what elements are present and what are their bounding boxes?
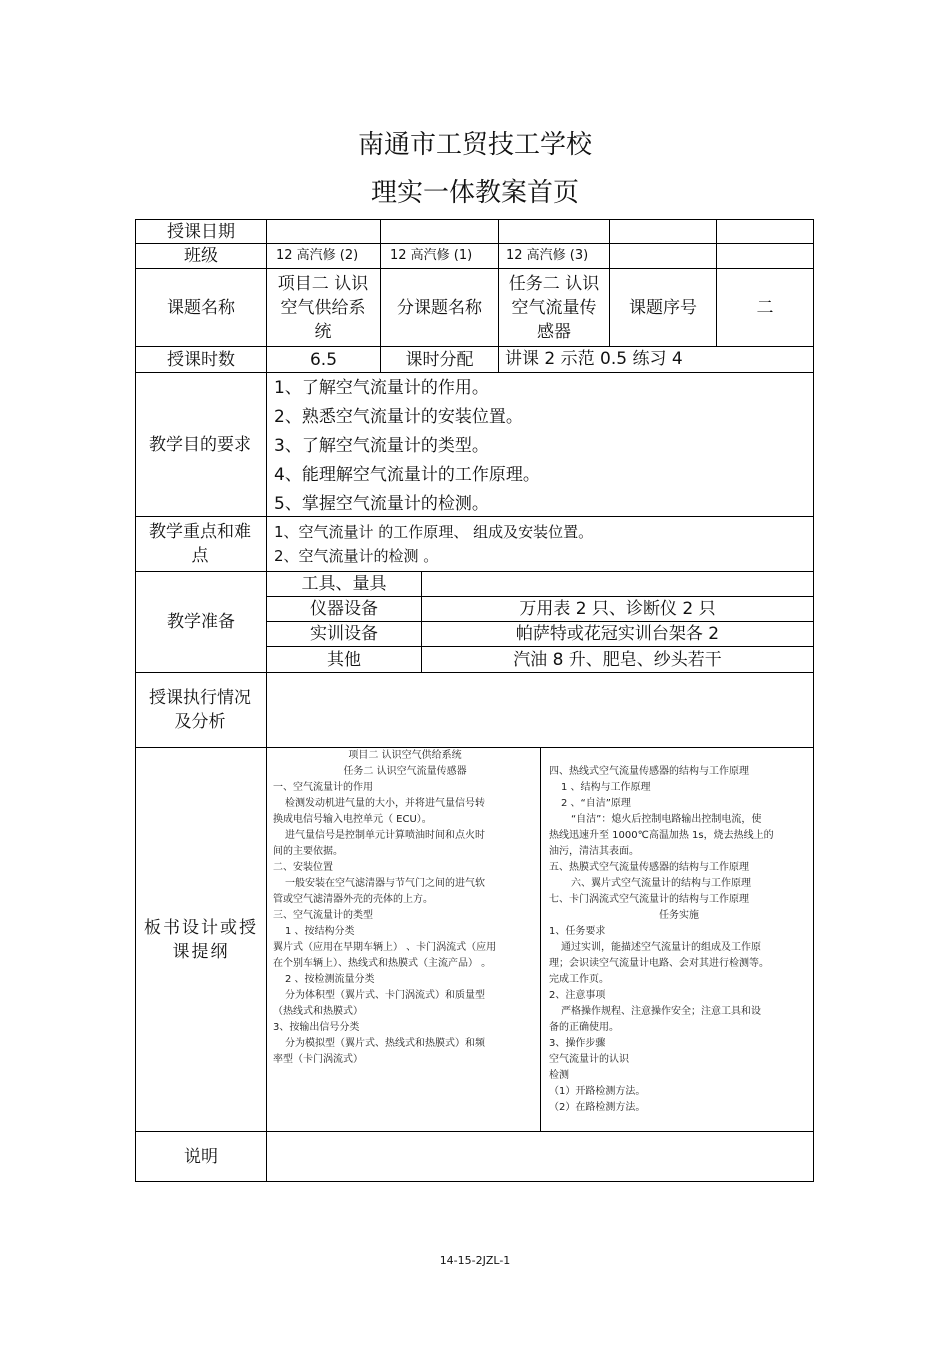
board-line: 任务二 认识空气流量传感器: [343, 766, 467, 777]
goals-label: 教学目的要求: [149, 434, 251, 455]
prep-item-value: 汽油 8 升、肥皂、纱头若干: [513, 649, 722, 670]
subtopic-value: 任务二 认识空气流量传感器: [508, 273, 600, 342]
prep-item-name: 其他: [327, 649, 361, 670]
prep-item-value: 帕萨特或花冠实训台架各 2: [515, 624, 720, 644]
board-line: 1 、按结构分类: [285, 926, 355, 937]
board-line: 理；会识读空气流量计电路、会对其进行检测等。: [549, 958, 769, 969]
notes-label: 说明: [184, 1146, 218, 1167]
page-title: 理实一体教案首页: [370, 178, 579, 208]
goal-item: 2、熟悉空气流量计的安装位置。: [274, 407, 523, 427]
board-left-panel: [273, 748, 537, 1068]
board-line: 三、空气流量计的类型: [273, 910, 373, 921]
school-name: 南通市工贸技工学校: [357, 130, 592, 160]
board-line: 分为模拟型（翼片式、热线式和热膜式）和频: [285, 1038, 485, 1049]
board-line: 率型（卡门涡流式）: [273, 1054, 363, 1065]
board-line: 翼片式（应用在早期车辆上） 、卡门涡流式（应用: [273, 942, 497, 953]
sequence-value: 二: [756, 297, 774, 318]
board-line: 管或空气滤清器外壳的壳体的上方。: [273, 894, 433, 905]
prep-label: 教学准备: [167, 612, 235, 632]
prep-item-value: [422, 572, 813, 596]
topic-label: 课题名称: [167, 297, 235, 318]
board-line: 2 、“自洁”原理: [561, 798, 631, 809]
board-line: 二、安装位置: [273, 862, 333, 873]
hours-value: 6.5: [309, 349, 338, 370]
document-code: 14-15-2JZL-1: [439, 1254, 511, 1267]
goal-item: 5、掌握空气流量计的检测。: [274, 494, 489, 514]
board-line: （1）开路检测方法。: [549, 1086, 646, 1097]
board-line: 2 、按检测流量分类: [285, 974, 375, 985]
goal-item: 3、了解空气流量计的类型。: [274, 436, 489, 456]
board-line: （热线式和热膜式）: [273, 1006, 363, 1017]
goal-item: 4、能理解空气流量计的工作原理。: [274, 465, 540, 485]
board-line: 分为体积型（翼片式、卡门涡流式）和质量型: [285, 990, 485, 1001]
board-line: 空气流量计的认识: [549, 1054, 629, 1065]
board-line: 油污，清洁其表面。: [549, 846, 639, 857]
board-line: 检测发动机进气量的大小，并将进气量信号转: [285, 798, 485, 809]
board-line: 1 、结构与工作原理: [561, 782, 651, 793]
sequence-label: 课题序号: [629, 297, 697, 318]
board-line: 完成工作页。: [549, 974, 609, 985]
board-line: 2、注意事项: [549, 990, 606, 1001]
keypoint-item: 2、空气流量计的检测 。: [274, 547, 439, 565]
board-line: （2）在路检测方法。: [549, 1102, 646, 1113]
board-line: 换成电信号输入电控单元（ ECU）。: [273, 814, 432, 825]
topic-value: 项目二 认识空气供给系统: [277, 273, 369, 342]
board-line: 间的主要依据。: [273, 846, 343, 857]
hours-label: 授课时数: [167, 349, 235, 370]
board-line: 3、按输出信号分类: [273, 1022, 360, 1033]
class-cell-3: 12 高汽修 (3): [506, 248, 589, 263]
class-cell-2: 12 高汽修 (1): [390, 248, 473, 263]
board-line: 进气量信号是控制单元计算喷油时间和点火时: [285, 830, 485, 841]
allocation-label: 课时分配: [405, 349, 474, 370]
board-line: 1、任务要求: [549, 926, 606, 937]
board-line: 严格操作规程、注意操作安全；注意工具和设: [561, 1006, 761, 1017]
board-line: 热线迅速升至 1000℃高温加热 1s，烧去热线上的: [549, 830, 774, 841]
prep-item-value: 万用表 2 只、诊断仪 2 只: [519, 599, 716, 619]
allocation-value: 讲课 2 示范 0.5 练习 4: [505, 349, 683, 369]
class-cell-1: 12 高汽修 (2): [276, 248, 359, 263]
keypoint-item: 1、空气流量计 的工作原理、 组成及安装位置。: [274, 523, 594, 541]
prep-item-name: 仪器设备: [310, 599, 378, 619]
board-line: 检测: [549, 1070, 569, 1081]
board-line: 一般安装在空气滤清器与节气门之间的进气软: [285, 878, 485, 889]
goals-list: [274, 374, 540, 519]
board-line: 通过实训，能描述空气流量计的组成及工作原: [561, 942, 761, 953]
prep-item-name: 工具、量具: [301, 574, 387, 594]
goal-item: 1、了解空气流量计的作用。: [274, 378, 489, 398]
board-right-panel: [549, 764, 809, 1116]
execution-label: 授课执行情况及分析: [149, 688, 251, 732]
board-label: 板书设计或授课提纲: [144, 917, 258, 962]
board-line: 备的正确使用。: [549, 1022, 619, 1033]
date-label: 授课日期: [167, 221, 235, 242]
board-line: 项目二 认识空气供给系统: [348, 750, 462, 761]
board-line: 七、卡门涡流式空气流量计的结构与工作原理: [549, 894, 749, 905]
keypoints-list: [274, 520, 593, 568]
board-line: 3、操作步骤: [549, 1038, 606, 1049]
board-line: 一、空气流量计的作用: [273, 782, 373, 793]
board-line: “自洁”：熄火后控制电路输出控制电流，使: [571, 814, 762, 825]
prep-item-name: 实训设备: [310, 624, 378, 644]
subtopic-label: 分课题名称: [397, 297, 482, 318]
board-line: 六、翼片式空气流量计的结构与工作原理: [571, 878, 751, 889]
class-label: 班级: [184, 246, 218, 266]
keypoints-label: 教学重点和难点: [149, 522, 251, 566]
board-line: 五、热膜式空气流量传感器的结构与工作原理: [549, 862, 749, 873]
board-line: 四、热线式空气流量传感器的结构与工作原理: [549, 766, 749, 777]
board-line: 任务实施: [659, 910, 699, 921]
board-line: 在个别车辆上）、热线式和热膜式（主流产品） 。: [273, 958, 492, 969]
